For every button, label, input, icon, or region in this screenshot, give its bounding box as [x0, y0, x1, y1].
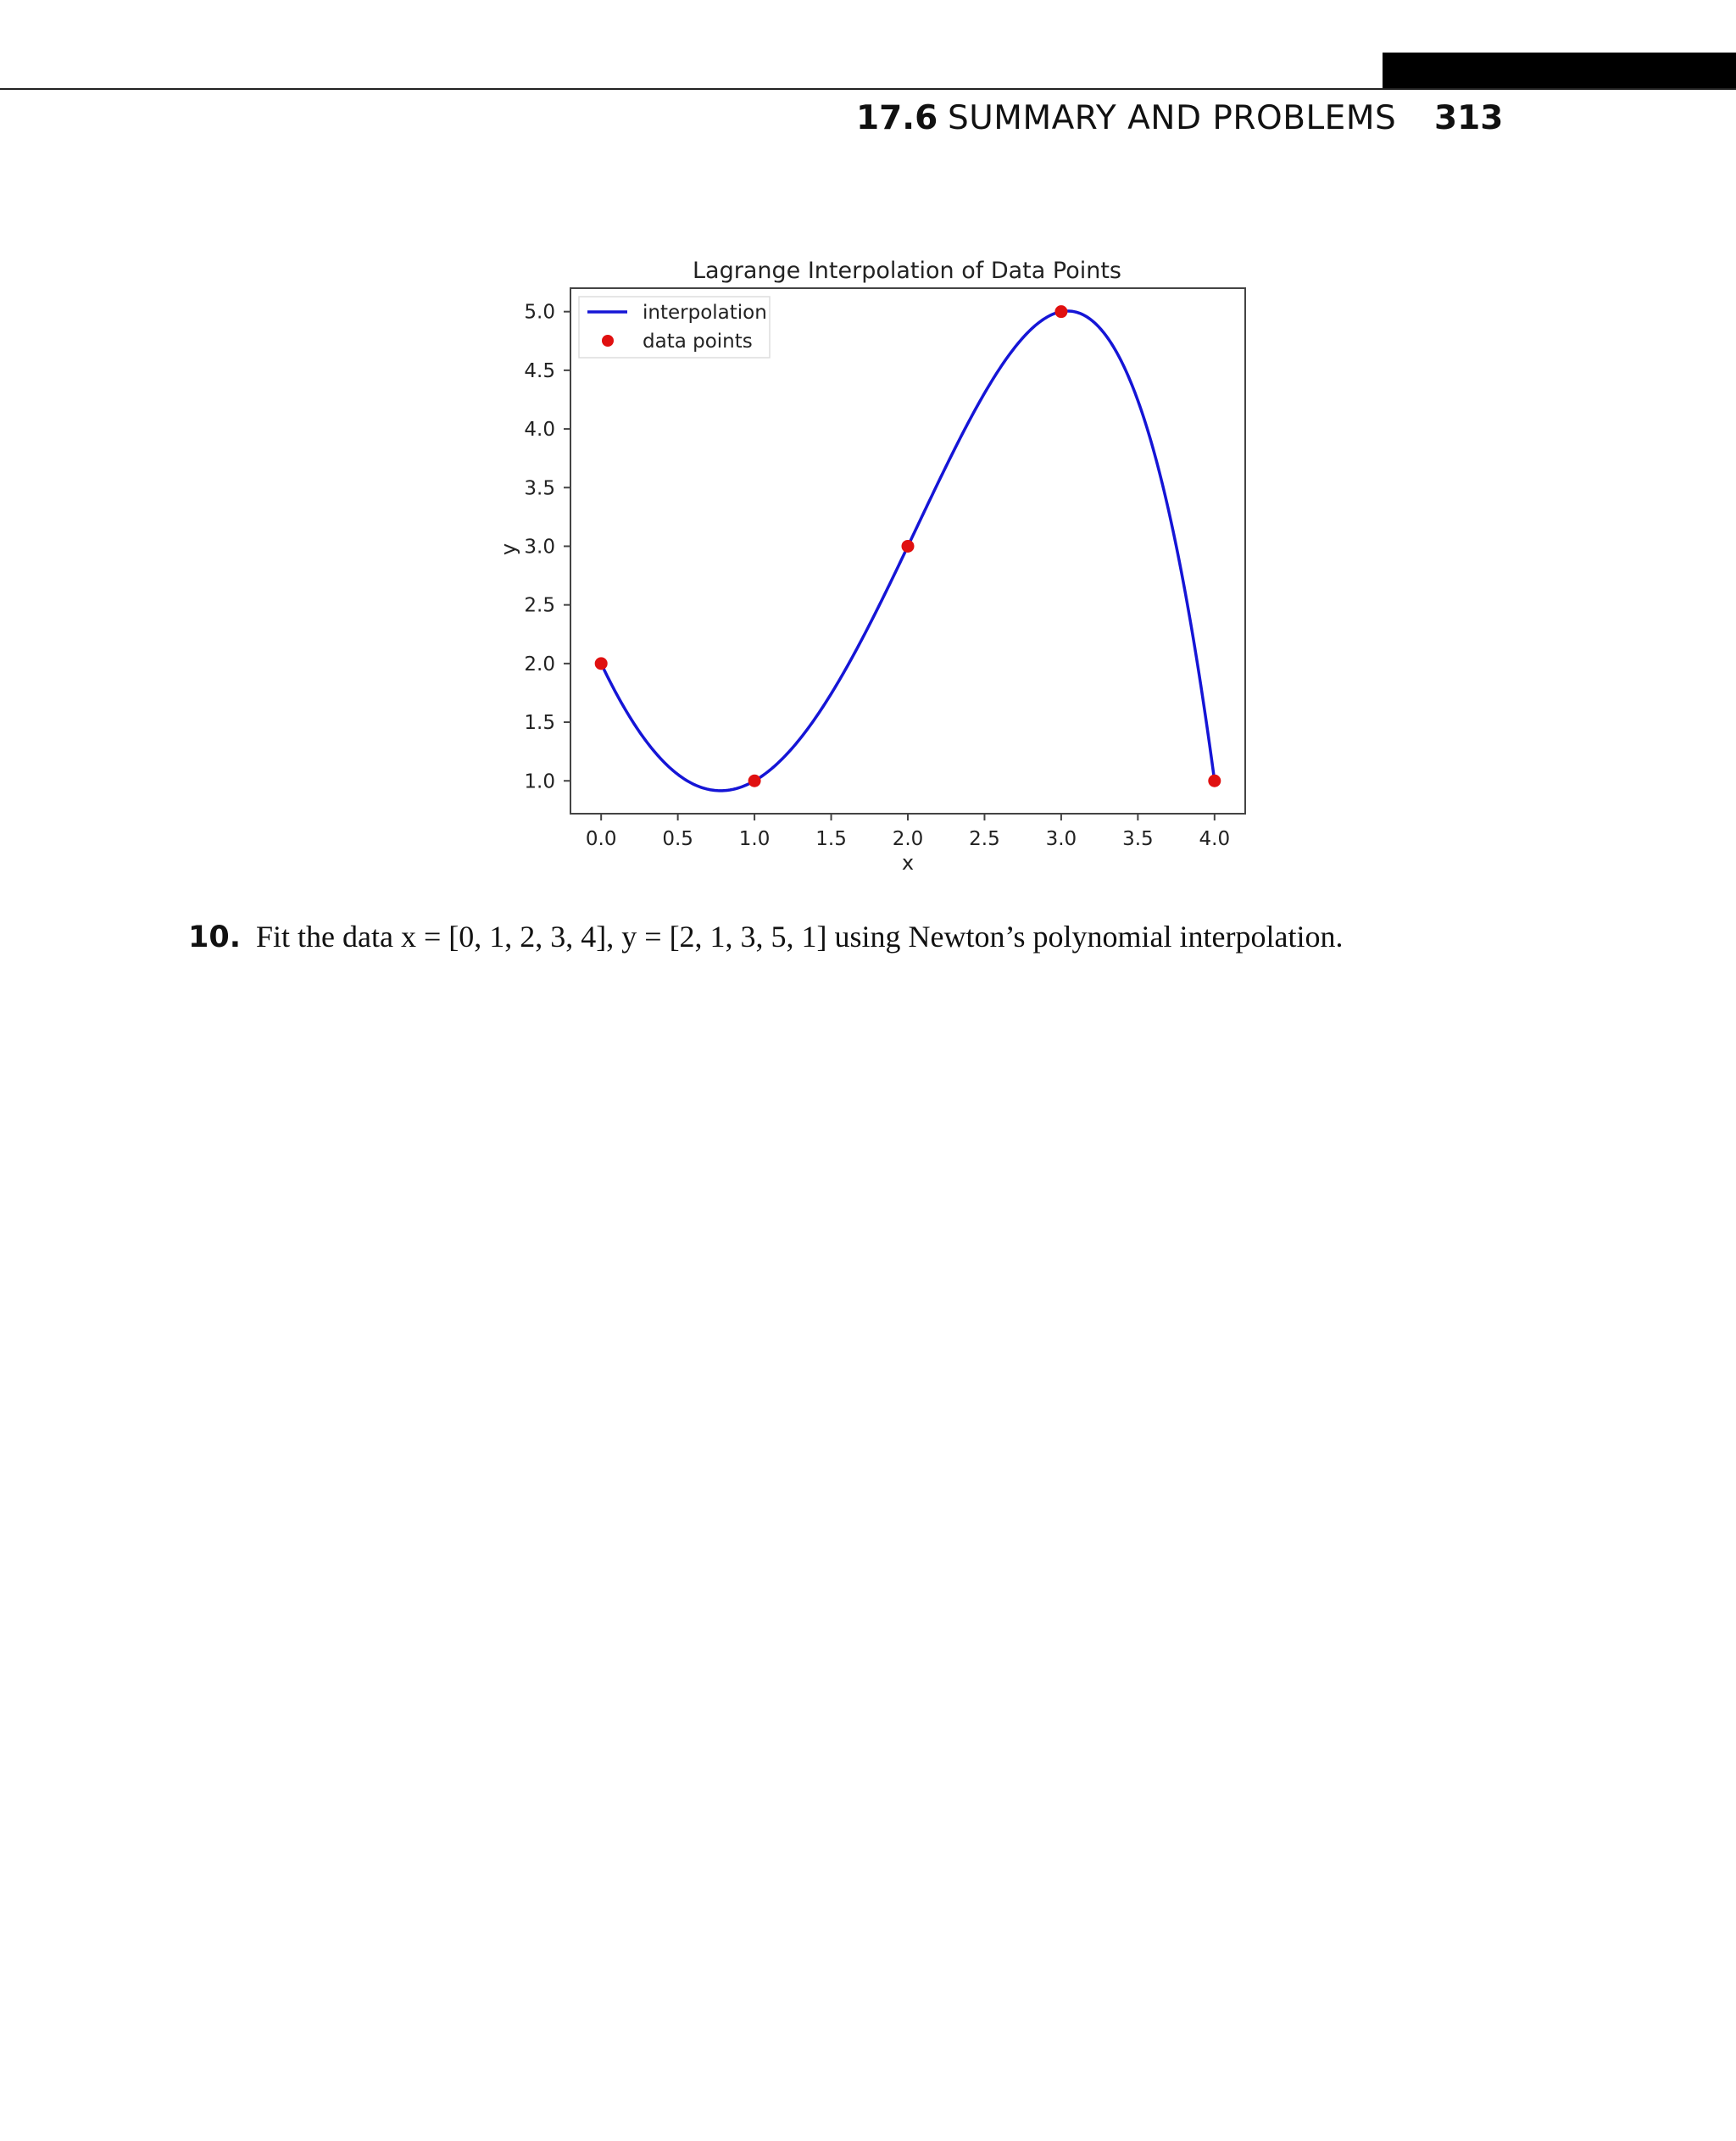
y-tick-label: 3.0: [524, 536, 555, 559]
y-axis-label: y: [497, 542, 520, 556]
data-point: [595, 657, 608, 670]
chart-title: Lagrange Interpolation of Data Points: [693, 258, 1121, 284]
data-point: [1054, 305, 1067, 318]
header-tab-bar: [1383, 53, 1736, 90]
lagrange-figure: [492, 246, 1255, 890]
x-tick-label: 3.0: [1045, 828, 1077, 850]
y-tick-label: 2.0: [524, 653, 555, 676]
legend-label: interpolation: [643, 302, 767, 324]
y-axis-ticks: [524, 302, 570, 793]
data-point: [902, 540, 915, 553]
legend-point-swatch: [602, 335, 614, 347]
x-axis-ticks: [586, 814, 1230, 850]
x-tick-label: 2.0: [892, 828, 924, 850]
problem-text: Fit the data x = [0, 1, 2, 3, 4], y = [2, 1, 3, 5, 1] using Newton’s polynomial interpolation.: [256, 920, 1344, 954]
y-tick-label: 1.5: [524, 712, 555, 735]
page-number: 313: [1434, 99, 1504, 137]
y-tick-label: 5.0: [524, 301, 555, 324]
problem-10: [188, 911, 1629, 962]
section-title: SUMMARY AND PROBLEMS: [948, 99, 1397, 137]
data-point: [1208, 775, 1221, 787]
x-tick-label: 2.5: [969, 828, 1000, 850]
x-tick-label: 1.0: [738, 828, 771, 850]
x-tick-label: 3.5: [1122, 828, 1154, 850]
x-tick-label: 0.0: [585, 828, 617, 850]
y-tick-label: 4.5: [524, 359, 555, 382]
y-tick-label: 3.5: [524, 477, 555, 500]
section-number: 17.6: [856, 99, 938, 137]
header-rule: [0, 88, 1736, 90]
y-tick-label: 1.0: [524, 770, 555, 793]
x-tick-label: 1.5: [815, 828, 847, 850]
legend: [579, 297, 770, 358]
x-axis-label: x: [901, 851, 915, 875]
problem-number: 10.: [188, 920, 242, 954]
y-tick-label: 2.5: [524, 594, 555, 617]
y-tick-label: 4.0: [524, 419, 555, 442]
data-point: [748, 775, 761, 787]
x-tick-label: 4.0: [1199, 828, 1231, 850]
running-head: [856, 93, 1504, 144]
chart-svg: [492, 246, 1255, 890]
legend-label: data points: [643, 331, 753, 353]
x-tick-label: 0.5: [662, 828, 693, 850]
